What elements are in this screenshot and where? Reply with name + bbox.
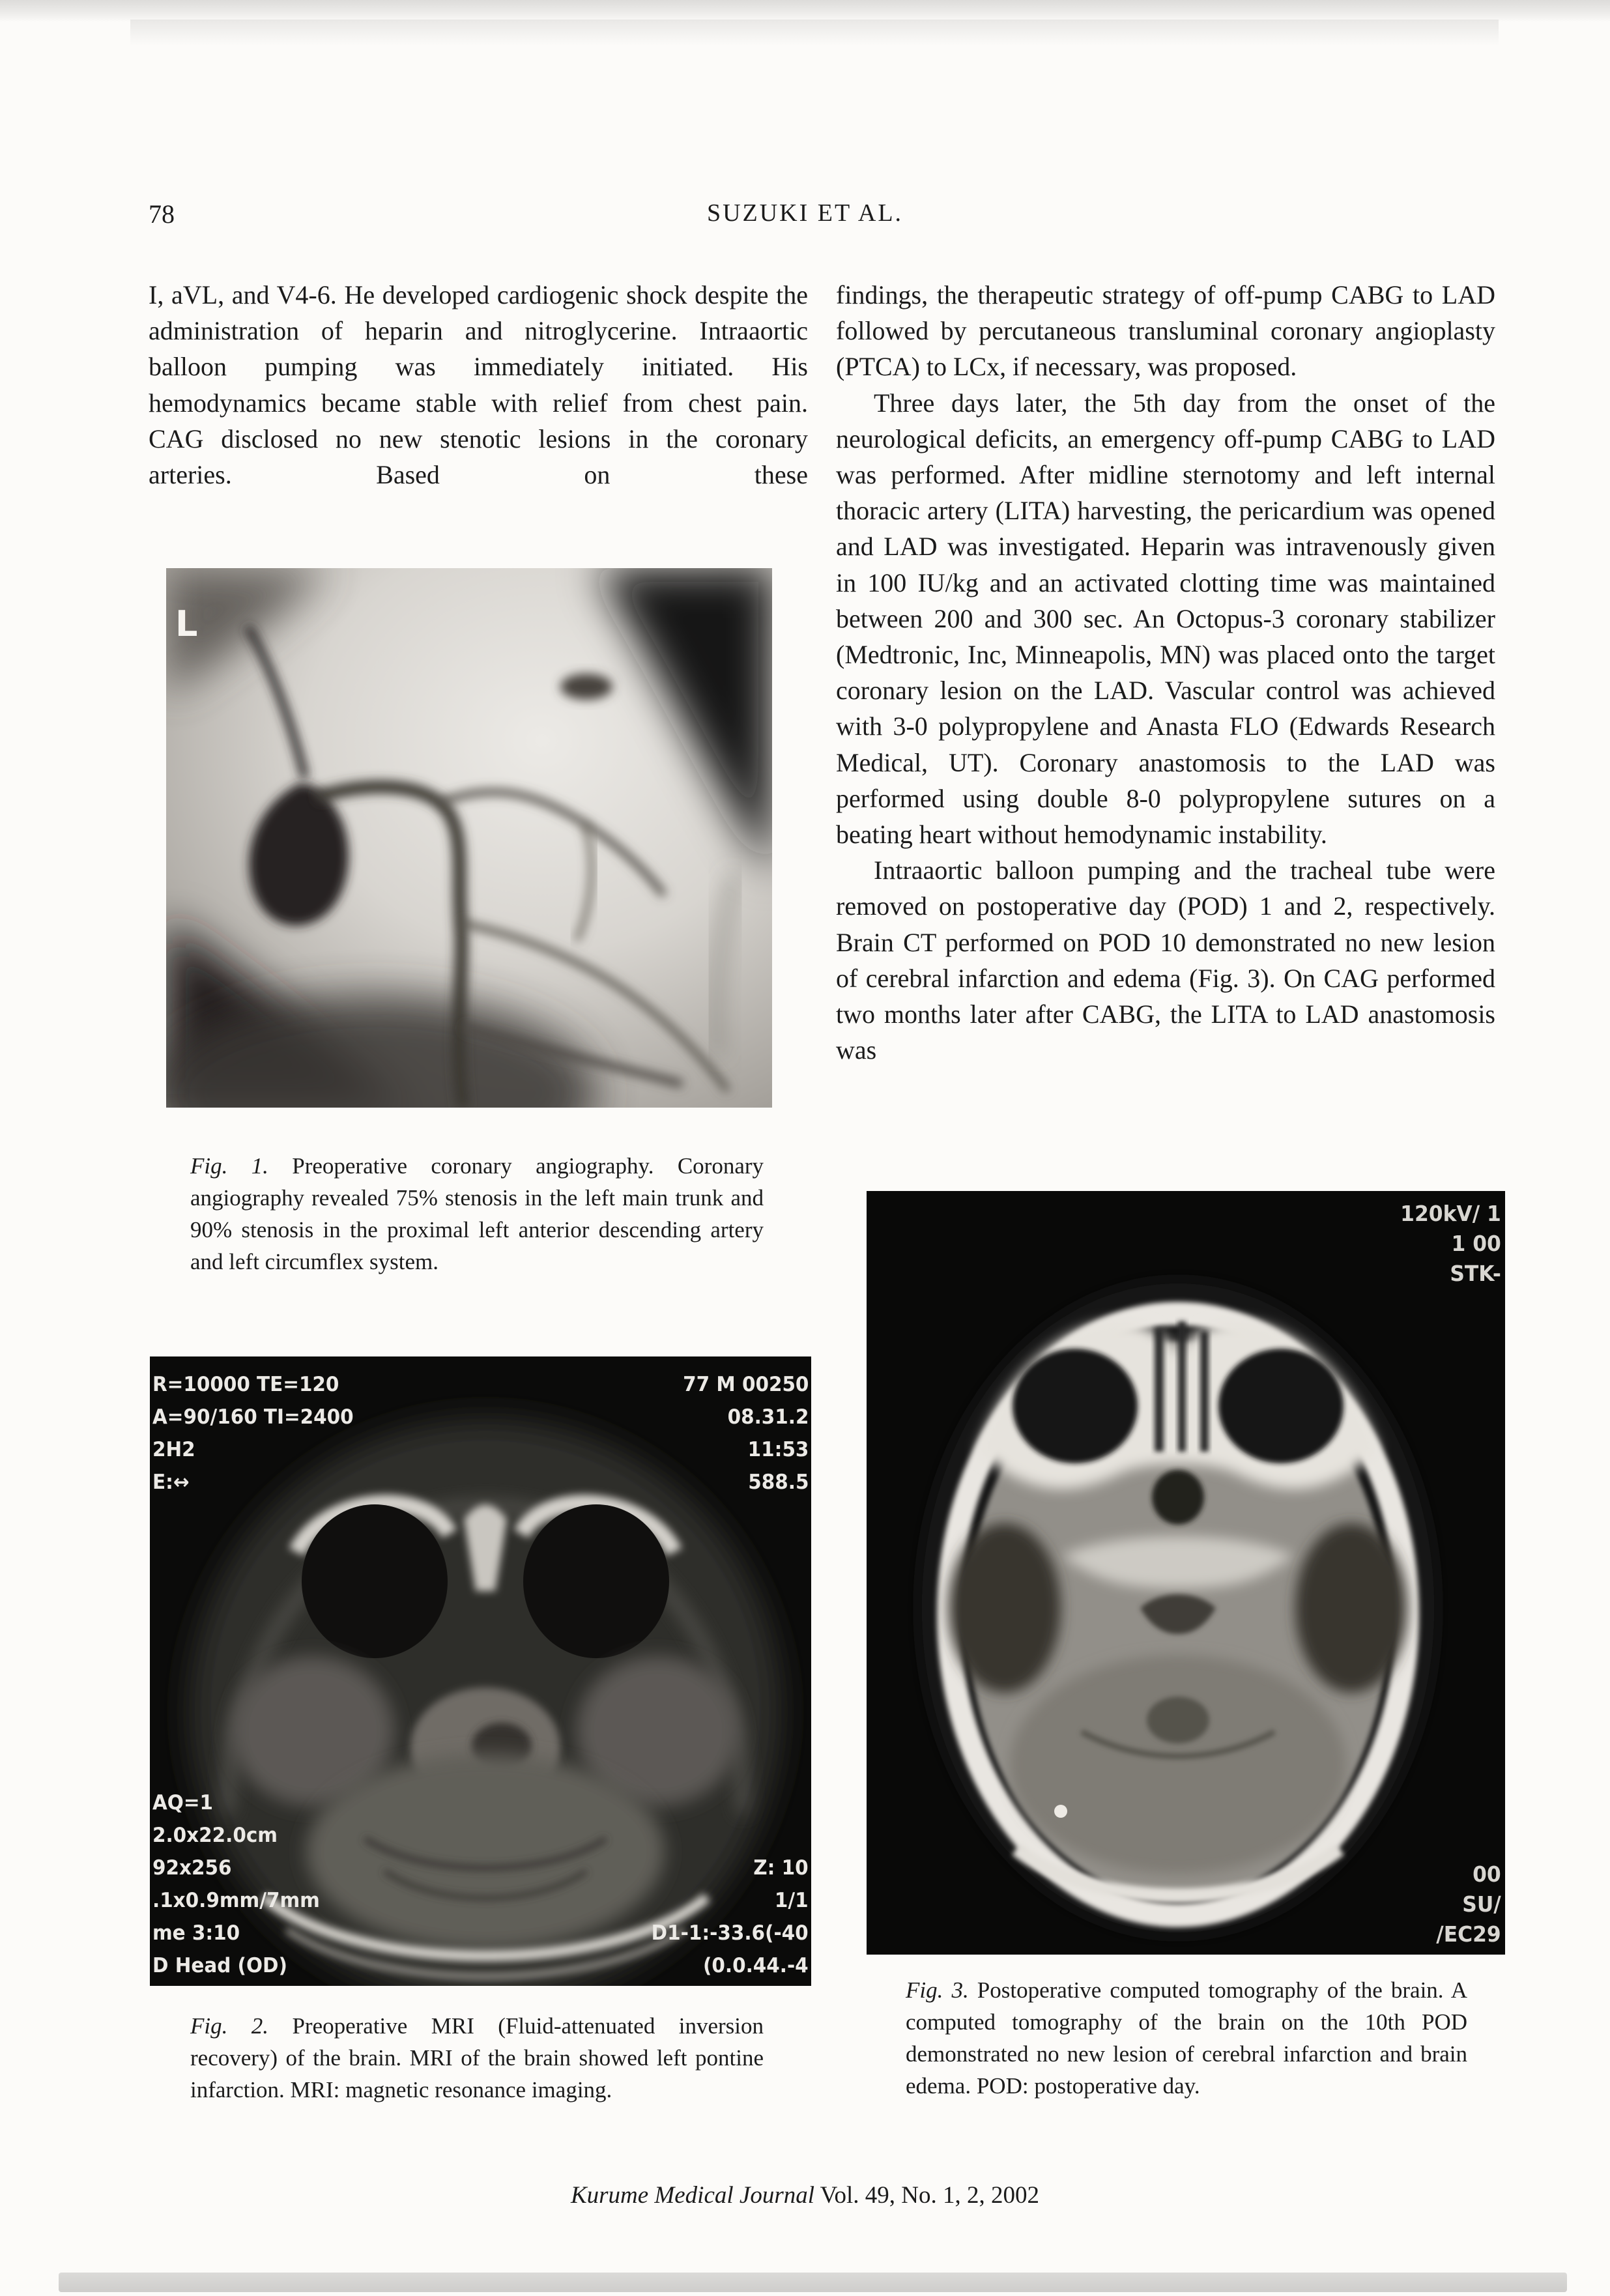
fig3-caption-text: Postoperative computed tomography of the brain. A computed tomography of the brain on the 10th POD demonstrated no new lesion of cerebral infarction and brain edema. POD: postoperative day.	[906, 1977, 1467, 2099]
fig2-overlay-bottom-left: AQ=1 2.0x22.0cm 92x256 .1x0.9mm/7mm me 3:10 D Head (OD)	[152, 1791, 320, 1977]
journal-name: Kurume Medical Journal	[570, 2182, 814, 2209]
fig2-caption-text: Preoperative MRI (Fluid-attenuated inversion recovery) of the brain. MRI of the brain showed left pontine infarction. MRI: magnetic resonance imaging.	[190, 2013, 764, 2102]
fig1-label: Fig. 1.	[190, 1153, 268, 1179]
fig2-label: Fig. 2.	[190, 2013, 269, 2039]
fig3-label: Fig. 3.	[906, 1977, 969, 2003]
fig1-angiography-image	[166, 568, 772, 1108]
fig2-overlay-top-left: R=10000 TE=120 A=90/160 TI=2400 2H2 E:↔	[152, 1373, 354, 1494]
fig1-artwork	[166, 568, 772, 1108]
scan-artifact-bottom	[59, 2273, 1567, 2292]
fig1-orientation-marker: L	[175, 603, 198, 644]
right-column	[836, 277, 1495, 1068]
journal-citation: Vol. 49, No. 1, 2, 2002	[814, 2182, 1040, 2209]
fig3-overlay-bottom-right: 00 SU/ /EC29	[1436, 1861, 1501, 1947]
fig1-caption	[190, 1150, 764, 1278]
body-paragraph: Three days later, the 5th day from the onset of the neurological deficits, an emergency off-pump CABG to LAD was performed. After midline sternotomy and left internal thoracic artery (LITA) harvesting, the pericardium was opened and LAD was investigated. Heparin was intravenously given in 100 IU/kg and an activated clotting time was maintained between 200 and 300 sec. An Octopus-3 coronary stabilizer (Medtronic, Inc, Minneapolis, MN) was placed onto the target coronary lesion on the LAD. Vascular control was achieved with 3-0 polypropylene and Anasta FLO (Edwards Research Medical, UT). Coronary anastomosis to the LAD was performed using double 8-0 polypropylene sutures on a beating heart without hemodynamic instability.	[836, 388, 1495, 850]
fig1-caption-text: Preoperative coronary angiography. Coronary angiography revealed 75% stenosis in the left main trunk and 90% stenosis in the proximal left anterior descending artery and left circumflex system.	[190, 1153, 764, 1274]
journal-footer	[0, 2181, 1610, 2209]
fig2-caption	[190, 2010, 764, 2106]
left-column	[149, 277, 808, 493]
fig2-mri-image	[150, 1356, 811, 1986]
fig3-caption	[906, 1974, 1467, 2102]
body-paragraph: I, aVL, and V4-6. He developed cardiogenic shock despite the administration of heparin and nitroglycerine. Intraaortic balloon pumping was immediately initiated. His hemodynamics became stable with relief from chest pain. CAG disclosed no new stenotic lesions in the coronary arteries. Based on these	[149, 280, 808, 490]
fig3-ct-image	[867, 1191, 1505, 1955]
body-paragraph: findings, the therapeutic strategy of off-pump CABG to LAD followed by percutaneous transluminal coronary angioplasty (PTCA) to LCx, if necessary, was proposed.	[836, 280, 1495, 382]
body-paragraph: Intraaortic balloon pumping and the tracheal tube were removed on postoperative day (POD) 1 and 2, respectively. Brain CT performed on POD 10 demonstrated no new lesion of cerebral infarction and edema (Fig. 3). On CAG performed two months later after CABG, the LITA to LAD anastomosis was	[836, 855, 1495, 1065]
scan-artifact-top-2	[130, 20, 1499, 46]
running-head: SUZUKI ET AL.	[706, 199, 904, 227]
fig3-artwork	[867, 1191, 1505, 1955]
fig2-overlay-bottom-right: Z: 10 1/1 D1-1:-33.6(-40 (0.0.44.-4	[652, 1856, 809, 1977]
fig3-overlay-top-right: 120kV/ 1 1 00 STK-	[1400, 1201, 1501, 1286]
fig2-overlay-top-right: 77 M 00250 08.31.2 11:53 588.5	[682, 1373, 809, 1494]
page-number: 78	[149, 199, 175, 229]
scan-artifact-top	[0, 0, 1610, 22]
